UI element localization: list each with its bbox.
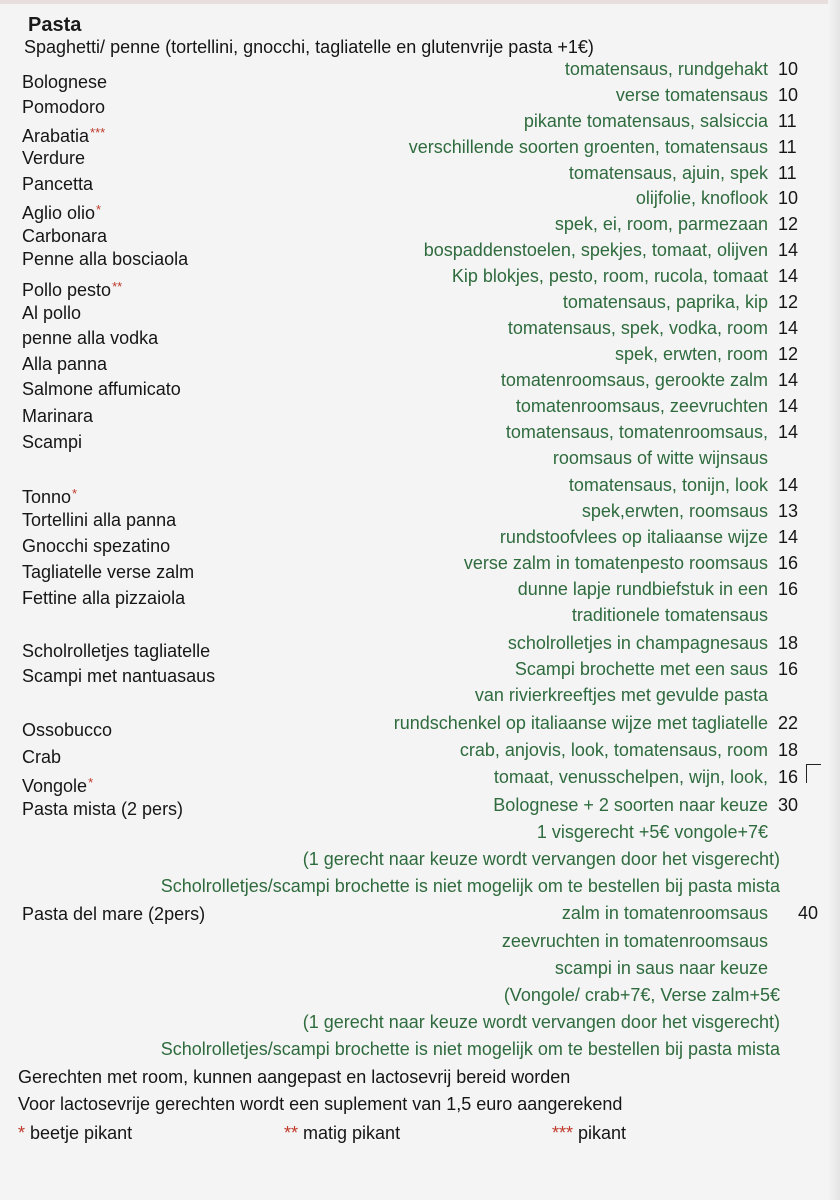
mare-note: (Vongole/ crab+7€, Verse zalm+5€ — [503, 985, 780, 1005]
item-price: 14 — [778, 396, 799, 416]
item-price: 22 — [778, 713, 799, 733]
item-name: Gnocchi spezatino — [22, 536, 171, 556]
item-name — [22, 199, 101, 224]
item-label: Arabatia — [22, 126, 90, 146]
spice-mark: * — [72, 486, 78, 501]
legend-hot-mark: *** — [552, 1123, 574, 1143]
pen-mark — [806, 764, 821, 783]
item-price: 16 — [778, 767, 799, 787]
item-price: 11 — [778, 163, 797, 183]
footer-note-cream: Gerechten met room, kunnen aangepast en lactosevrij bereid worden — [18, 1067, 571, 1087]
item-desc: tomatensaus, spek, vodka, room — [507, 318, 768, 338]
item-price: 14 — [778, 266, 799, 286]
item-name: Pomodoro — [22, 97, 106, 117]
item-desc: olijfolie, knoflook — [635, 188, 768, 208]
item-label: Aglio olio — [22, 203, 96, 223]
item-desc: spek, erwten, room — [614, 344, 768, 364]
item-label: Vongole — [22, 776, 88, 796]
item-desc: crab, anjovis, look, tomatensaus, room — [459, 740, 768, 760]
item-name: Fettine alla pizzaiola — [22, 588, 186, 608]
item-name: Verdure — [22, 148, 86, 168]
item-name: Tortellini alla panna — [22, 510, 177, 530]
legend-medium — [284, 1122, 400, 1144]
item-price: 10 — [778, 188, 799, 208]
item-price: 16 — [778, 553, 799, 573]
item-desc: Bolognese + 2 soorten naar keuze — [493, 795, 768, 815]
item-label: Pollo pesto — [22, 280, 112, 300]
legend-hot — [552, 1122, 626, 1144]
item-name: Pancetta — [22, 174, 94, 194]
item-name — [22, 276, 122, 301]
item-price: 11 — [778, 111, 797, 131]
item-name: Scampi met nantuasaus — [22, 666, 216, 686]
item-desc: tomaat, venusschelpen, wijn, look, — [493, 767, 768, 787]
item-price: 13 — [778, 501, 799, 521]
item-desc: tomatensaus, rundgehakt — [564, 59, 768, 79]
item-desc: verse tomatensaus — [615, 85, 768, 105]
item-label: Tonno — [22, 487, 72, 507]
item-name — [22, 122, 105, 147]
item-name — [22, 772, 93, 797]
item-name: Marinara — [22, 406, 94, 426]
item-desc: tomatenroomsaus, zeevruchten — [515, 396, 768, 416]
item-desc: tomatensaus, paprika, kip — [562, 292, 768, 312]
item-name: Pasta del mare (2pers) — [22, 904, 206, 924]
item-desc: spek,erwten, roomsaus — [581, 501, 768, 521]
item-price: 14 — [778, 475, 799, 495]
mare-note: scampi in saus naar keuze — [554, 958, 768, 978]
item-name: Carbonara — [22, 226, 108, 246]
item-desc: verse zalm in tomatenpesto roomsaus — [463, 553, 768, 573]
spice-mark: * — [88, 775, 94, 790]
item-name: Crab — [22, 747, 62, 767]
item-name — [22, 483, 77, 508]
item-name: Al pollo — [22, 303, 82, 323]
footer-note-lactose: Voor lactosevrije gerechten wordt een suplement van 1,5 euro aangerekend — [18, 1094, 623, 1114]
item-desc: verschillende soorten groenten, tomatensaus — [408, 137, 768, 157]
item-price: 12 — [778, 292, 799, 312]
mista-note: 1 visgerecht +5€ vongole+7€ — [536, 822, 768, 842]
item-price: 16 — [778, 659, 799, 679]
item-name: Salmone affumicato — [22, 379, 181, 399]
spice-mark: *** — [90, 125, 106, 140]
item-name: Bolognese — [22, 72, 108, 92]
legend-medium-text: matig pikant — [298, 1123, 401, 1143]
item-desc: scholrolletjes in champagnesaus — [507, 633, 768, 653]
item-desc: zalm in tomatenroomsaus — [561, 903, 768, 923]
intro-line: Spaghetti/ penne (tortellini, gnocchi, tagliatelle en glutenvrije pasta +1€) — [24, 37, 594, 57]
item-desc: tomatensaus, tonijn, look — [568, 475, 768, 495]
right-edge-shadow — [828, 0, 840, 1200]
mista-note: Scholrolletjes/scampi brochette is niet mogelijk om te bestellen bij pasta mista — [160, 876, 780, 896]
item-price: 18 — [778, 633, 799, 653]
item-desc: spek, ei, room, parmezaan — [554, 214, 768, 234]
item-price: 14 — [778, 370, 799, 390]
item-desc: tomatensaus, ajuin, spek — [568, 163, 768, 183]
item-desc: rundstoofvlees op italiaanse wijze — [499, 527, 768, 547]
item-price: 30 — [778, 795, 799, 815]
item-price: 10 — [778, 59, 799, 79]
item-price: 16 — [778, 579, 799, 599]
item-desc: bospaddenstoelen, spekjes, tomaat, olijven — [423, 240, 768, 260]
item-name: Scholrolletjes tagliatelle — [22, 641, 211, 661]
item-desc: Kip blokjes, pesto, room, rucola, tomaat — [451, 266, 768, 286]
item-name: Ossobucco — [22, 720, 113, 740]
item-price: 18 — [778, 740, 799, 760]
item-price: 40 — [798, 903, 819, 923]
section-title: Pasta — [28, 14, 82, 36]
mista-note: (1 gerecht naar keuze wordt vervangen door het visgerecht) — [302, 849, 780, 869]
item-name: Scampi — [22, 432, 83, 452]
item-price: 14 — [778, 422, 799, 442]
mare-note: (1 gerecht naar keuze wordt vervangen door het visgerecht) — [302, 1012, 780, 1032]
item-desc: tomatensaus, tomatenroomsaus, — [505, 422, 768, 442]
legend-hot-text: pikant — [573, 1123, 627, 1143]
item-price: 14 — [778, 318, 799, 338]
item-desc: pikante tomatensaus, salsiccia — [523, 111, 768, 131]
spice-mark: * — [96, 202, 102, 217]
top-edge — [0, 0, 840, 4]
legend-medium-mark: ** — [284, 1123, 299, 1143]
legend-mild — [18, 1122, 132, 1144]
item-price: 14 — [778, 527, 799, 547]
item-name: Tagliatelle verse zalm — [22, 562, 195, 582]
item-name: Alla panna — [22, 354, 108, 374]
item-desc: tomatenroomsaus, gerookte zalm — [500, 370, 768, 390]
item-name: Penne alla bosciaola — [22, 249, 189, 269]
item-price: 14 — [778, 240, 799, 260]
item-desc: dunne lapje rundbiefstuk in een — [517, 579, 768, 599]
item-desc-continued: roomsaus of witte wijnsaus — [552, 448, 768, 468]
item-desc-continued: traditionele tomatensaus — [571, 605, 768, 625]
item-price: 11 — [778, 137, 797, 157]
mare-note: zeevruchten in tomatenroomsaus — [501, 931, 768, 951]
legend-mild-mark: * — [18, 1123, 26, 1143]
legend-mild-text: beetje pikant — [25, 1123, 133, 1143]
item-desc: Scampi brochette met een saus — [514, 659, 768, 679]
item-price: 10 — [778, 85, 799, 105]
spice-mark: ** — [112, 279, 123, 294]
item-name: Pasta mista (2 pers) — [22, 799, 184, 819]
item-desc: rundschenkel op italiaanse wijze met tagliatelle — [393, 713, 768, 733]
mare-note: Scholrolletjes/scampi brochette is niet mogelijk om te bestellen bij pasta mista — [160, 1039, 780, 1059]
item-price: 12 — [778, 344, 799, 364]
item-name: penne alla vodka — [22, 328, 159, 348]
item-desc-continued: van rivierkreeftjes met gevulde pasta — [474, 685, 768, 705]
item-price: 12 — [778, 214, 799, 234]
